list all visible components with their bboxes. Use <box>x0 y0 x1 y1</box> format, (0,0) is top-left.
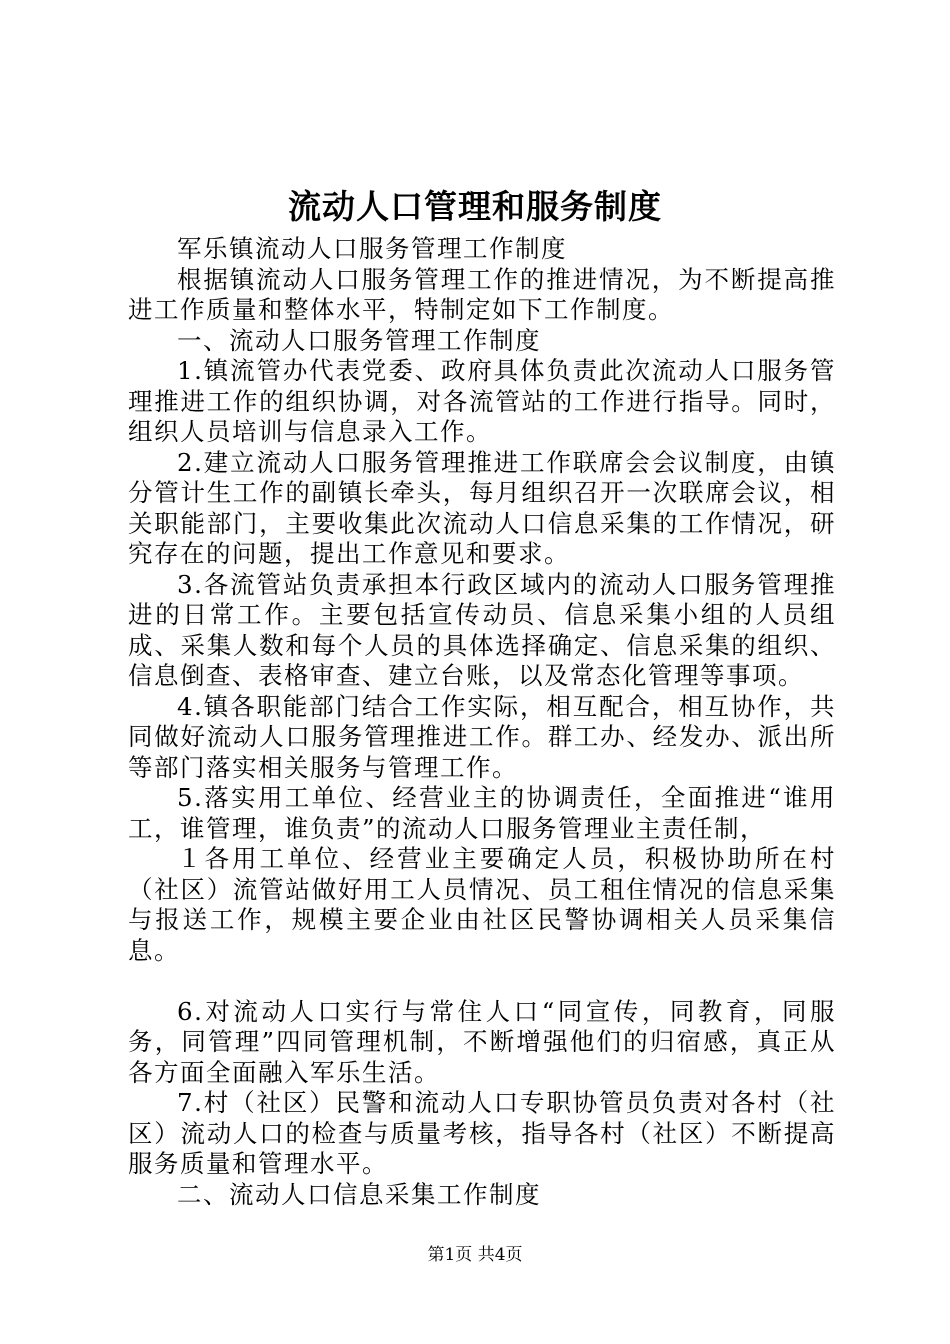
paragraph-item-7: 7.村（社区）民警和流动人口专职协管员负责对各村（社区）流动人口的检查与质量考核，指导各村（社区）不断提高服务质量和管理水平。 <box>128 1088 836 1178</box>
paragraph-item-5-sub-1: １各用工单位、经营业主要确定人员，积极协助所在村（社区）流管站做好用工人员情况、员工租住情况的信息采集与报送工作，规模主要企业由社区民警协调相关人员采集信息。 <box>128 844 836 965</box>
paragraph-subtitle: 军乐镇流动人口服务管理工作制度 <box>177 234 567 263</box>
paragraph-item-1: 1.镇流管办代表党委、政府具体负责此次流动人口服务管理推进工作的组织协调，对各流管站的工作进行指导。同时，组织人员培训与信息录入工作。 <box>128 356 836 446</box>
document-title: 流动人口管理和服务制度 <box>288 187 662 226</box>
paragraph-item-6: 6.对流动人口实行与常住人口“同宣传，同教育，同服务，同管理”四同管理机制，不断增强他们的归宿感，真正从各方面全面融入军乐生活。 <box>128 996 836 1087</box>
paragraph-intro: 根据镇流动人口服务管理工作的推进情况，为不断提高推进工作质量和整体水平，特制定如下工作制度。 <box>128 264 836 324</box>
paragraph-item-4: 4.镇各职能部门结合工作实际，相互配合，相互协作，共同做好流动人口服务管理推进工作。群工办、经发办、派出所等部门落实相关服务与管理工作。 <box>128 691 836 782</box>
paragraph-item-5: 5.落实用工单位、经营业主的协调责任，全面推进“谁用工，谁管理，谁负责”的流动人口服务管理业主责任制， <box>128 783 836 843</box>
section-heading-2: 二、流动人口信息采集工作制度 <box>177 1179 541 1209</box>
section-heading-1: 一、流动人口服务管理工作制度 <box>177 325 541 355</box>
blank-line <box>128 966 836 997</box>
page-footer: 第1页 共4页 <box>427 1245 523 1265</box>
document-body <box>128 234 836 1210</box>
paragraph-item-2: 2.建立流动人口服务管理推进工作联席会会议制度，由镇分管计生工作的副镇长牵头，每月组织召开一次联席会议，相关职能部门，主要收集此次流动人口信息采集的工作情况，研究存在的问题，提出工作意见和要求。 <box>128 447 836 568</box>
paragraph-item-3: 3.各流管站负责承担本行政区域内的流动人口服务管理推进的日常工作。主要包括宣传动员、信息采集小组的人员组成、采集人数和每个人员的具体选择确定、信息采集的组织、信息倒查、表格审查、建立台账，以及常态化管理等事项。 <box>128 569 836 690</box>
